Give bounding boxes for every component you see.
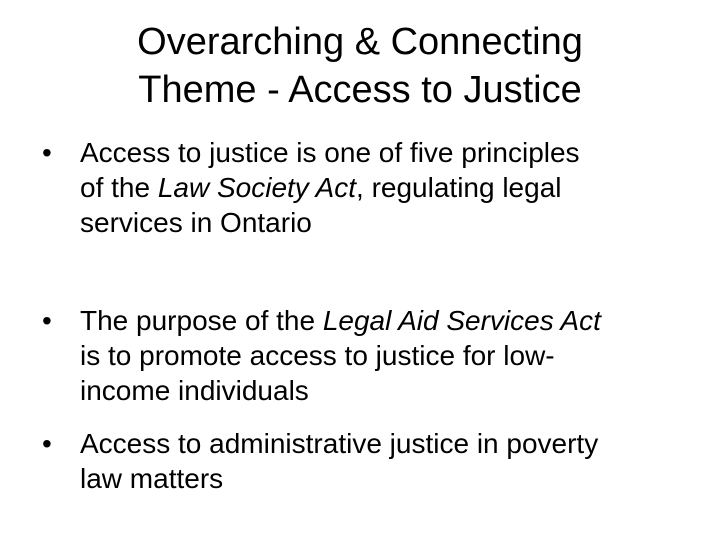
text-run: law matters bbox=[80, 463, 224, 494]
text-run: is to promote access to justice for low- bbox=[80, 340, 555, 371]
text-run: The purpose of the bbox=[80, 305, 323, 336]
bullet-item bbox=[42, 303, 682, 408]
bullet-item bbox=[42, 426, 682, 496]
bullet-icon: • bbox=[42, 137, 52, 168]
bullet-text bbox=[80, 303, 682, 408]
text-run: Access to administrative justice in poverty bbox=[80, 428, 599, 459]
text-run: services in Ontario bbox=[80, 207, 312, 238]
title-line-2: Theme - Access to Justice bbox=[138, 69, 582, 111]
bullet-text bbox=[80, 135, 682, 240]
act-name-law-society-act: Law Society Act bbox=[157, 172, 357, 203]
bullet-line bbox=[80, 303, 682, 338]
bullet-line bbox=[80, 373, 682, 408]
title-line-1: Overarching & Connecting bbox=[137, 21, 583, 63]
text-run: , regulating legal bbox=[356, 172, 562, 203]
text-run: income individuals bbox=[80, 375, 309, 406]
bullet-line bbox=[80, 205, 682, 240]
bullet-icon: • bbox=[42, 305, 52, 336]
bullet-line bbox=[80, 461, 682, 496]
text-run: of the bbox=[80, 172, 158, 203]
bullet-line bbox=[80, 338, 682, 373]
bullet-icon: • bbox=[42, 428, 52, 459]
bullet-line bbox=[80, 170, 682, 205]
act-name-legal-aid-services-act: Legal Aid Services Act bbox=[322, 305, 601, 336]
bullet-line bbox=[80, 135, 682, 170]
bullet-line bbox=[80, 426, 682, 461]
bullet-text bbox=[80, 426, 682, 496]
bullet-item bbox=[42, 135, 682, 240]
text-run: Access to justice is one of five principles bbox=[80, 137, 580, 168]
